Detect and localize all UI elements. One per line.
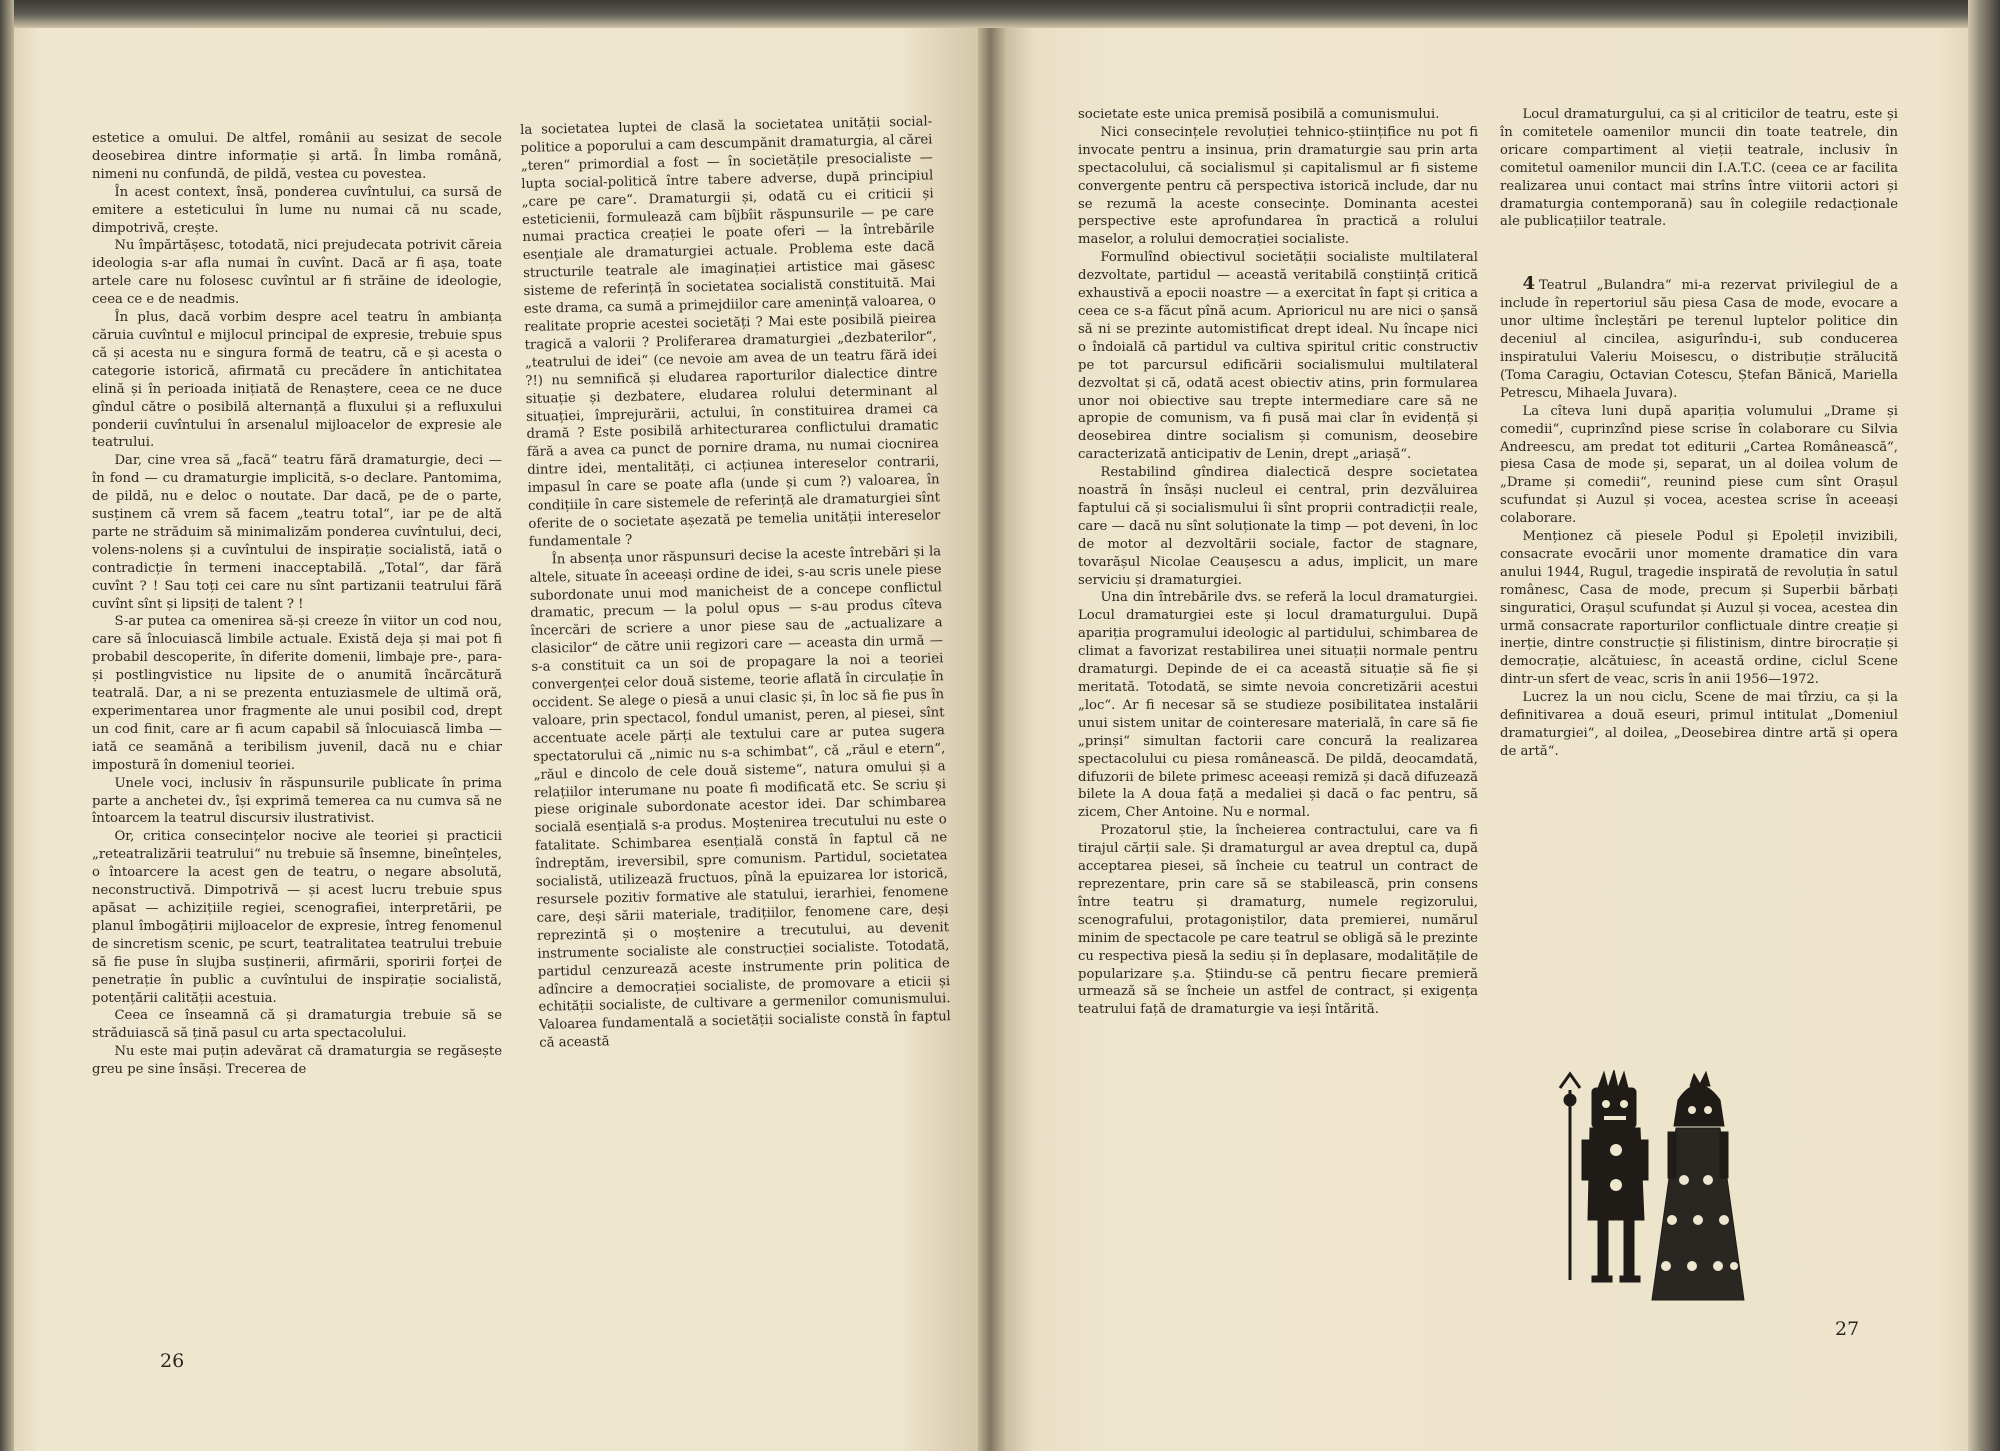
paragraph: În absența unor răspunsuri decise la aceste întrebări și la altele, situate în aceeași ordine de idei, s-au scris unele piese subordonate unui mod manicheist de a concepe conflictul dramatic, precum — la polul opus — s-au produs cîteva încercări de scriere a unor piese sau de „actualizare a clasicilor“ de către unii regizori care — aceasta din urmă — s-a constituit ca un soi de propagare la noi a teoriei convergenței celor două sisteme, teorie aflată în circulație în occident. Se alege o piesă a unui clasic și, în loc să fie pus în valoare, prin spectacol, fondul umanist, peren, al piesei, sînt accentuate acele părți ale textului care ar putea sugera spectatorului că „nimic nu s-a schimbat“, că „răul e etern“, „răul e dincolo de cele două sisteme“, natura omului și a relațiilor interumane nu poate fi modificată etc. Se scriu și piese originale subordonate acestor idei. Dar schimbarea socială esențială s-a produs. Moștenirea trecutului nu este o fatalitate. Schimbarea esențială constă în faptul că ne îndreptăm, ireversibil, spre comunism. Partidul, societatea socialistă, utilizează fructuos, pînă la epuizarea lor istorică, resursele pozitiv formative ale statului, ierarhiei, fenomene care, deși sării materiale, tradițiilor, fenomene care, deși reprezintă și o moștenire a trecutului, au devenit instrumente socialiste ale construcției socialiste. Totodată, partidul cenzurează aceste instrumente prin politica de adîncire a democrației socialiste, de promovare a eticii și echității socialiste, de cultivare a germenilor comunismului. Valoarea fundamentală a societății socialiste constă în faptul că această <box>529 544 951 1052</box>
right-column-2 <box>1500 106 1898 761</box>
paragraph: Lucrez la un nou ciclu, Scene de mai tîrziu, ca și la definitivarea a două eseuri, primul intitulat „Domeniul dramaturgiei“, al doilea, „Deosebirea dintre artă și opera de artă“. <box>1500 690 1898 759</box>
paragraph: la societatea luptei de clasă la societatea unității social-politice a poporului a cam descumpănit dramaturgia, al cărei „teren“ primordial a fost — în societățile presocialiste — lupta social-politică între tabere adverse, după principiul „care pe care“. Dramaturgii și, odată cu ei criticii și esteticienii, formulează cam bîjbîit răspunsurile — pe care numai practica creației le poate oferi — la întrebările esențiale ale dramaturgiei actuale. Problema este dacă structurile teatrale ale imaginației artistice mai găsesc sisteme de referință în societatea socialistă constituită. Mai este drama, ca sumă a primejdiilor care amenință valoarea, o realitate proprie acestei societăți ? Mai este posibilă pieirea tragică a valorii ? Proliferarea dramaturgiei „dezbaterilor“, „teatrului de idei“ (ce nevoie am avea de un teatru fără idei ?!) nu semnifică și eludarea raporturilor dialectice dintre situație și dezbatere, eludarea rolului determinant al situației, împrejurării, actului, în constituirea dramei ca dramă ? Este posibilă arhitecturarea conflictului dramatic fără a avea ca punct de pornire drama, nu numai ciocnirea dintre idei, mentalități, ci acțiunea intereselor contrarii, impasul în care se poate afla (unde și cum ?) valoarea, în condițiile în care sistemele de referință ale dramaturgiei sînt oferite de o societate așezată pe temelia unității intereselor fundamentale ? <box>520 114 941 550</box>
left-binding-edge <box>0 0 14 1451</box>
page-number-right: 27 <box>1835 1318 1860 1340</box>
paragraph: Ceea ce înseamnă că și dramaturgia trebuie să se străduiască să țină pasul cu arta spectacolului. <box>92 1008 502 1042</box>
paragraph: Dar, cine vrea să „facă“ teatru fără dramaturgie, deci — în fond — cu dramaturgie implicită, s-o declare. Pantomima, de pildă, nu e deloc o noutate. Dar dacă, pe de o parte, susținem că vrem să facem „teatru total“, iar pe de altă parte ne străduim să minimalizăm ponderea cuvîntului, deci, volens-nolens și a cuvîntului de inspirație socialistă, iată o contradicție în termeni inacceptabilă. „Total“, dar fără cuvînt ? ! Sau toți cei care nu sînt partizanii teatrului fără cuvînt sînt și lipsiți de talent ? ! <box>92 453 502 612</box>
right-column-1 <box>1078 106 1478 1019</box>
section-number: 4 <box>1522 273 1535 295</box>
paragraph: Restabilind gîndirea dialectică despre societatea noastră în însăși nucleul ei central, prin dezvăluirea faptului că și socialismului îi sînt proprii contradicții reale, care — dacă nu sînt soluționate la timp — pot deveni, în loc de motor al dezvoltării sociale, factor de stagnare, tovarășul Nicolae Ceaușescu a adus, implicit, un mare serviciu și dramaturgiei. <box>1078 465 1478 588</box>
paragraph: În acest context, însă, ponderea cuvîntului, ca sursă de emitere a esteticului în lume nu numai că nu scade, dimpotrivă, crește. <box>92 184 502 236</box>
paragraph: societate este unica premisă posibilă a comunismului. <box>1078 107 1440 122</box>
right-page <box>990 0 1990 1451</box>
left-column-2 <box>520 113 951 1053</box>
section-paragraph <box>1500 275 1898 402</box>
paragraph: Nu împărtășesc, totodată, nici prejudecata potrivit căreia ideologia s-ar afla numai în cuvînt. Dacă ar fi așa, toate artele care nu folosesc cuvîntul ar fi străine de ideologie, ceea ce e de neadmis. <box>92 238 502 308</box>
section-gap <box>1500 231 1898 275</box>
page-number-left: 26 <box>160 1350 185 1372</box>
paragraph: În plus, dacă vorbim despre acel teatru în ambianța căruia cuvîntul e mijlocul principal de expresie, trebuie spus că și acesta nu e singura formă de teatru, că e și acesta o categorie istorică, afirmată cu precădere în antichitatea elină și în perioada inițiată de Renaștere, ceea ce ne duce gîndul către o posibilă alternanță a fluxului și a refluxului ponderii cuvîntului în arsenalul mijloacelor de expresie ale teatrului. <box>92 310 502 451</box>
paragraph: Prozatorul știe, la încheierea contractului, care va fi tirajul cărții sale. Și dramaturgul ar avea dreptul ca, după acceptarea piesei, să încheie cu teatrul un contract de reprezentare, prin care să se stabilească, prin consens între teatru și dramaturg, numele regizorului, scenografului, protagoniștilor, data premierei, numărul minim de spectacole pe care teatrul se obligă să le prezinte cu respectiva piesă la sediu și în deplasare, modalitățile de popularizare ș.a. Știindu-se că pentru fiecare premieră urmează să se încheie un astfel de contract, și exigența teatrului față de dramaturgie va ieși întărită. <box>1078 823 1478 1018</box>
paragraph: Unele voci, inclusiv în răspunsurile publicate în prima parte a anchetei dv., își exprimă temerea ca nu cumva să ne întoarcem la teatrul discursiv ilustrativist. <box>92 775 502 827</box>
left-page <box>0 0 990 1451</box>
right-binding-edge <box>1968 0 2000 1451</box>
paragraph: La cîteva luni după apariția volumului „Drame și comedii“, cuprinzînd piese scrise în colaborare cu Silvia Andreescu, am predat tot editurii „Cartea Românească“, piesa Casa de mode și, separat, un al doilea volum de „Drame și comedii“, reunind piese cum sînt Orașul scufundat și Auzul și vocea, acestea scrise în aceeași colaborare. <box>1500 403 1898 527</box>
book-gutter <box>978 0 1006 1451</box>
paragraph: Formulînd obiectivul societății socialiste multilateral dezvoltate, partidul — această veritabilă conștiință critică exhaustivă a epocii noastre — a exercitat în fapt și critica a ceea ce s-a făcut pînă acum. Aprioricul nu are nici o șansă să ni se prezinte automistificat drept ideal. Nu încape nici o îndoială că partidul va cultiva spiritul critic constructiv pe tot parcursul edificării socialismului multilateral dezvoltat și că, odată acest obiectiv atins, prin formularea unor noi obiective sau trepte intermediare care să ne apropie de comunism, va fi pusă mai clar în evidență și deosebirea dintre socialism și comunism, deosebire caracterizată anticipativ de Lenin, drept „ariașă“. <box>1078 250 1478 463</box>
paragraph: S-ar putea ca omenirea să-și creeze în viitor un cod nou, care să înlocuiască limbile actuale. Există deja și mai pot fi probabil descoperite, în diferite domenii, limbaje pre-, para- și postlingvistice nu lipsite de o anumită încărcătură teatrală. Dar, a ni se prezenta entuziasmele de ultimă oră, experimentarea unor fragmente ale unui posibil cod, drept un cod finit, care ar fi acum capabil să înlocuiască limba — iată ce seamănă a teribilism juvenil, dacă nu e chiar impostură în domeniul teoriei. <box>92 614 502 773</box>
paragraph: Locul dramaturgului, ca și al criticilor de teatru, este și în comitetele oamenilor muncii din toate teatrele, din oricare compartiment al vieții teatrale, inclusiv în comitetul oamenilor muncii din I.A.T.C. (ceea ce ar facilita realizarea unui contact mai strîns între viitorii actori și dramaturgia contemporană) sau în colegiile redacționale ale publicațiilor teatrale. <box>1500 107 1898 230</box>
paragraph: Menționez că piesele Podul și Epolețil invizibili, consacrate evocării unor momente dramatice din vara anului 1944, Rugul, tragedie inspirată de revoluția în satul românesc, Casa de mode, precum și Superbii bărbați singuratici, Orașul scufundat și Auzul și vocea, acestea din urmă consacrate raporturilor conflictuale dintre creație și inerție, dintre construcție și filistinism, dintre birocrație și democrație, alcătuiesc, în această ordine, ciclul Scene dintr-un sfert de veac, scris în anii 1956—1972. <box>1500 529 1898 688</box>
paragraph: Nici consecințele revoluției tehnico-științifice nu pot fi invocate pentru a insinua, prin dramaturgie sau prin arta spectacolului, că socialismul și capitalismul ar fi sisteme convergente pentru că perspectiva istorică include, dar nu se rezumă la aceste consecințe. Dominanta acestei perspective este aprofundarea în practică a rolului maselor, a rolului democrației socialiste. <box>1078 124 1478 248</box>
top-shadow <box>0 0 2000 28</box>
paragraph: Or, critica consecințelor nocive ale teoriei și practicii „reteatralizării teatrului“ nu trebuie să însemne, bineînțeles, o întoarcere la acest gen de teatru, o negare absolută, neconstructivă. Dimpotrivă — și acest lucru trebuie spus apăsat — achizițiile regiei, scenografiei, interpretării, pe planul îmbogățirii mijloacelor de expresie, întreg fenomenul de sincretism scenic, pe scurt, teatralitatea teatrului trebuie să fie puse în slujba susținerii, afirmării, sporirii forței de penetrație în public a cuvîntului de inspirație socialistă, potențării calității acestuia. <box>92 829 502 1006</box>
paragraph: Una din întrebările dvs. se referă la locul dramaturgiei. Locul dramaturgiei este și locul dramaturgului. După apariția programului ideologic al partidului, schimbarea de climat a favorizat restabilirea unei situații normale pentru dramaturgi. Depinde de ei ca această situație să fie și meritată. Totodată, se simte nevoia concretizării acestui „loc“. Ar fi necesar să se studieze posibilitatea instalării unui sistem unitar de cointeresare materială, în care să fie „prinși“ simultan factorii care concură la realizarea spectacolului cu piesa românească. De pildă, deocamdată, difuzorii de bilete primesc aceeași remiză și dacă difuzează bilete la A doua față a medaliei și dacă o fac pentru, să zicem, Cher Antoine. Nu e normal. <box>1078 590 1478 821</box>
tribal-figures-drawing <box>1548 1070 1778 1320</box>
paragraph: estetice a omului. De altfel, românii au sesizat de secole deosebirea dintre informație și artă. În limba română, nimeni nu confundă, de pildă, vestea cu povestea. <box>92 131 502 182</box>
section-text: Teatrul „Bulandra“ mi-a rezervat privilegiul de a include în repertoriul său piesa Casa de mode, evocare a unor ultime încleștări pe terenul luptelor politice din deceniul al cincilea, asigurîndu-i, sub conducerea inspiratului Valeriu Moisescu, o distribuție strălucită (Toma Caragiu, Octavian Cotescu, Ștefan Bănică, Mariella Petrescu, Mihaela Juvara). <box>1500 278 1898 401</box>
paragraph: Nu este mai puțin adevărat că dramaturgia se regăsește greu pe sine însăși. Trecerea de <box>92 1044 502 1078</box>
left-column-1 <box>92 130 502 1079</box>
